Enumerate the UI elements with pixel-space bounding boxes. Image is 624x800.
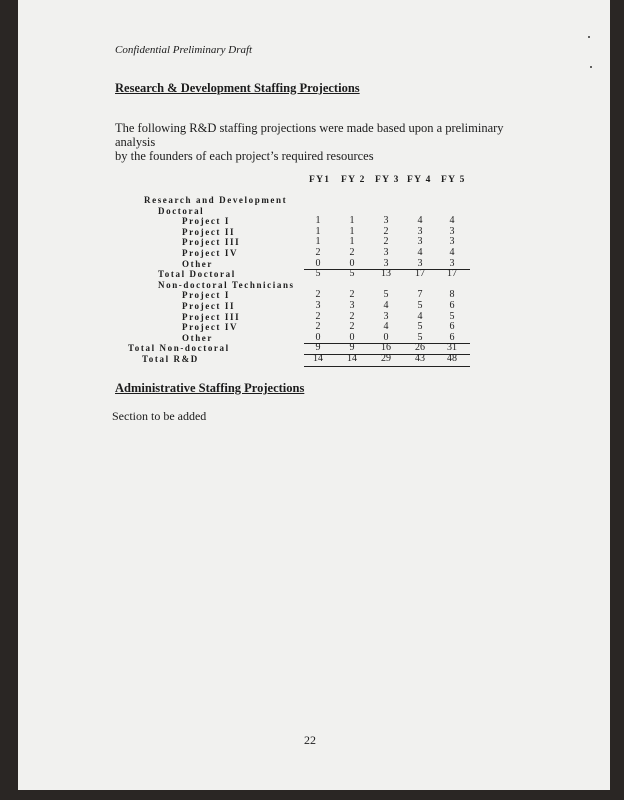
table-cell: 1 [315,225,321,237]
table-cell: 0 [383,331,389,343]
table-cell: 2 [349,321,355,333]
table-cell: 5 [417,331,423,343]
column-header: FY 5 [441,175,466,185]
table-cell: 5 [315,268,321,280]
admin-section-title: Administrative Staffing Projections [115,381,305,395]
row-label: Total Non-doctoral [128,343,230,354]
row-label: Total Doctoral [158,269,236,280]
table-cell: 3 [417,236,423,248]
table-cell: 48 [447,353,457,364]
intro-line-2: by the founders of each project’s required resources [115,149,374,163]
table-cell: 14 [313,353,323,364]
row-label: Doctoral [158,205,205,216]
row-label: Project IV [182,248,239,258]
table-cell: 2 [349,289,355,301]
table-cell: 3 [383,257,389,269]
scan-speck [590,66,592,68]
row-label: Project II [182,226,236,237]
table-cell: 0 [315,331,321,343]
row-label: Project IV [182,322,239,333]
page-number: 22 [304,733,316,747]
table-cell: 3 [383,247,389,258]
table-cell: 17 [447,268,457,280]
table-cell: 26 [415,342,425,354]
table-cell: 4 [383,300,389,311]
row-label: Project I [182,290,230,301]
row-label: Other [182,332,213,343]
column-header: FY1 [309,175,331,185]
table-cell: 1 [315,236,321,248]
table-cell: 4 [417,215,423,227]
row-label: Project I [182,216,230,227]
table-cell: 43 [415,353,425,364]
table-cell: 0 [349,257,355,269]
table-cell: 2 [315,310,321,322]
table-cell: 5 [383,289,389,301]
column-header: FY 2 [341,175,366,185]
table-cell: 6 [449,321,455,333]
row-label: Project III [182,311,241,322]
table-cell: 2 [315,289,321,301]
table-cell: 4 [449,247,455,258]
table-cell: 2 [349,310,355,322]
table-cell: 3 [449,257,455,269]
scan-speck [588,36,590,38]
column-header: FY 3 [375,175,400,185]
table-cell: 13 [381,268,391,280]
table-cell: 17 [415,268,425,280]
table-cell: 3 [349,300,355,311]
table-cell: 3 [449,236,455,248]
row-label: Other [182,258,213,269]
table-cell: 4 [383,321,389,333]
document-page [18,0,610,790]
table-cell: 5 [349,268,355,280]
table-cell: 4 [449,215,455,227]
row-label: Total R&D [142,354,199,364]
table-cell: 5 [417,300,423,311]
table-cell: 16 [381,342,391,354]
rd-intro-paragraph [115,121,535,163]
table-cell: 2 [315,321,321,333]
table-cell: 5 [417,321,423,333]
table-cell: 2 [315,247,321,258]
admin-section-body: Section to be added [112,409,207,423]
table-cell: 3 [383,310,389,322]
table-cell: 9 [315,342,321,354]
table-cell: 1 [349,236,355,248]
table-cell: 8 [449,289,455,301]
table-cell: 3 [383,215,389,227]
row-label: Non-doctoral Technicians [158,279,295,290]
rd-section-title: Research & Development Staffing Projections [115,81,360,95]
table-cell: 1 [349,215,355,227]
table-cell: 9 [349,342,355,354]
table-cell: 2 [383,225,389,237]
table-cell: 14 [347,353,357,364]
table-cell: 3 [417,225,423,237]
row-label: Project II [182,301,236,311]
row-label: Project III [182,237,241,248]
table-cell: 0 [315,257,321,269]
row-label: Research and Development [144,195,288,205]
table-cell: 3 [417,257,423,269]
table-cell: 31 [447,342,457,354]
table-cell: 29 [381,353,391,364]
table-cell: 2 [383,236,389,248]
intro-line-1: The following R&D staffing projections were made based upon a preliminary analysis [115,121,504,149]
table-cell: 3 [315,300,321,311]
table-cell: 5 [449,310,455,322]
table-cell: 2 [349,247,355,258]
table-cell: 6 [449,300,455,311]
table-cell: 4 [417,247,423,258]
column-header: FY 4 [407,175,432,185]
table-cell: 6 [449,331,455,343]
table-cell: 7 [417,289,423,301]
table-cell: 0 [349,331,355,343]
draft-label: Confidential Preliminary Draft [115,44,253,56]
total-rule [304,366,470,367]
table-cell: 3 [449,225,455,237]
table-cell: 1 [349,225,355,237]
table-cell: 4 [417,310,423,322]
table-cell: 1 [315,215,321,227]
